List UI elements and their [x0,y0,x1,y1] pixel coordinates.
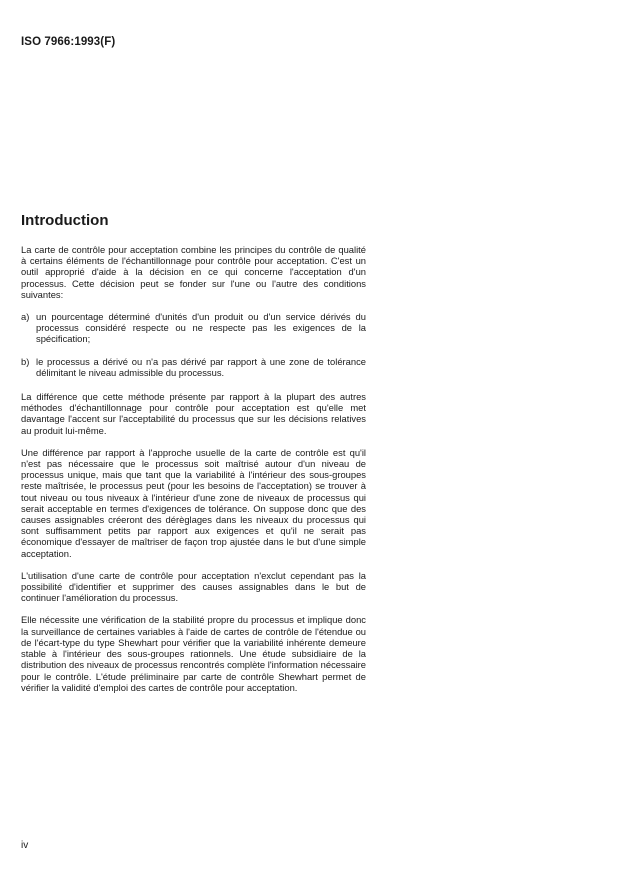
introduction-body [21,244,366,704]
list-item-a [21,311,366,345]
standard-reference: ISO 7966:1993(F) [21,36,116,48]
page-number: iv [21,840,29,851]
paragraph-difference: La différence que cette méthode présente par rapport à la plupart des autres méthodes d'échantillonnage pour contrôle pour acceptation est qu'elle met davantage l'accent sur l'acceptabilité du processus que sur les décisions relatives au produit lui-même. [21,391,366,436]
list-text: le processus a dérivé ou n'a pas dérivé par rapport à une zone de tolérance délimitant le niveau admissible du processus. [36,355,366,378]
paragraph-approach: Une différence par rapport à l'approche usuelle de la carte de contrôle est qu'il n'est pas nécessaire que le processus soit maîtrisé autour d'un niveau de processus unique, mais que tant que la variabilité à l'intérieur des sous-groupes reste maîtrisée, le processus peut (pour les besoins de l'acceptation) se trouver à tout niveau ou tous niveaux à l'intérieur d'une zone de niveaux de processus qui serait acceptable en termes d'exigences de tolérance. On suppose donc que des causes assignables créeront des dérèglages dans les niveaux du processus qui sont suffisamment petits par rapport aux exigences et qu'il ne serait pas économique d'essayer de maîtriser de façon trop ajustée dans le but d'une simple acceptation. [21,446,366,559]
list-marker: a) [21,311,30,323]
paragraph-usage: L'utilisation d'une carte de contrôle pour acceptation n'exclut cependant pas la possibilité d'identifier et supprimer des causes assignables dans le but de continuer l'amélioration du processus. [21,569,366,604]
section-title: Introduction [21,212,109,229]
paragraph-intro: La carte de contrôle pour acceptation combine les principes du contrôle de qualité à certains éléments de l'échantillonnage pour contrôle pour acceptation. C'est un outil approprié d'aide à la décision en ce qui concerne l'acceptation d'un processus. Cette décision peut se fonder sur l'une ou l'autre des conditions suivantes: [21,244,366,300]
list-item-b [21,356,366,378]
paragraph-stability: Elle nécessite une vérification de la stabilité propre du processus et implique donc la surveillance de certaines variables à l'aide de cartes de contrôle de l'étendue ou de l'écart-type du type Shewhart pour vérifier que la variabilité inhérente demeure stable à l'intérieur des sous-groupes rationnels. Une étude subsidiaire de la distribution des niveaux de processus rencontrés complète l'information nécessaire pour le contrôle. L'étude préliminaire par carte de contrôle Shewhart permet de vérifier la validité d'emploi des cartes de contrôle pour acceptation. [21,614,366,693]
list-marker: b) [21,355,30,367]
list-text: un pourcentage déterminé d'unités d'un produit ou d'un service dérivés du processus considéré respecte ou ne respecte pas les exigences de la spécification; [36,311,366,345]
